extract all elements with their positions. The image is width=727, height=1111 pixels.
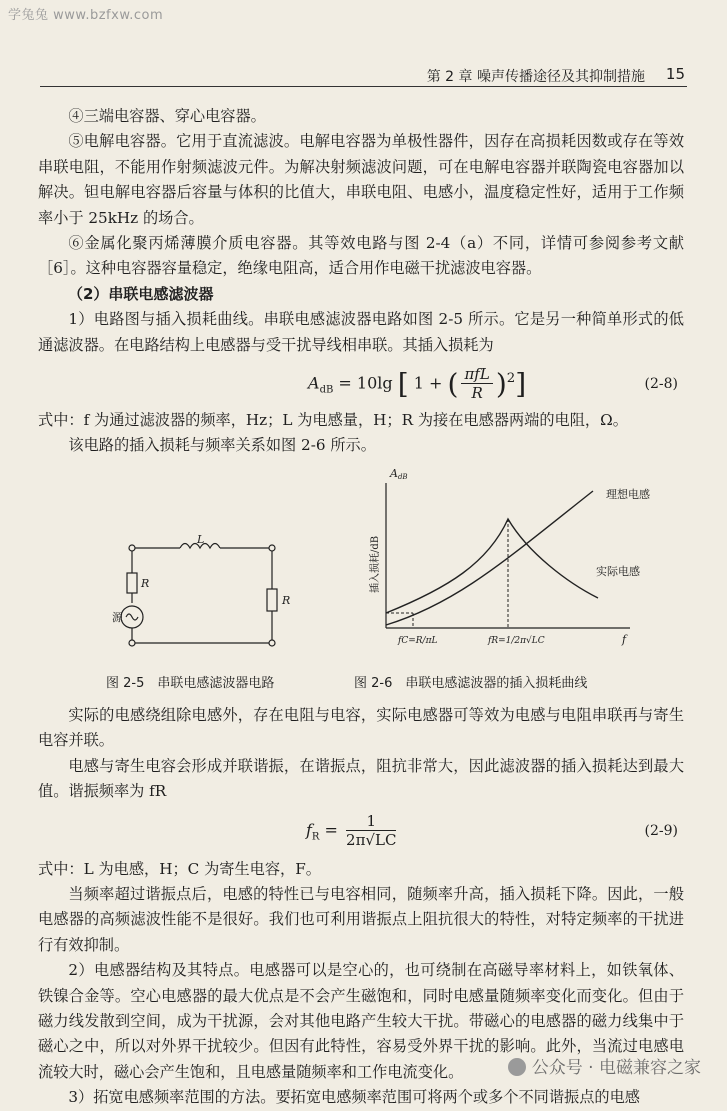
chapter-title: 第 2 章 噪声传播途径及其抑制措施 bbox=[426, 69, 645, 85]
paragraph: 2）电感器结构及其特点。电感器可以是空心的，也可绕制在高磁导率材料上，如铁氧体、铁镍合金等。空心电感器的最大优点是不会产生磁饱和，同时电感量随频率变化而变化。但由于磁力线发散到空间，成为干扰源，会对其他电路产生较大干扰。带磁心的电感器的磁力线集中于磁心之中，所以对外界干扰较少。但因有此特性，容易受外界干扰的影响。此外，当流过电感电流较大时，磁心会产生饱和，且电感量随频率和工作电流变化。 bbox=[38, 961, 684, 1081]
eq-lhs-sub: R bbox=[311, 831, 320, 843]
figure-2-6-chart bbox=[338, 463, 650, 646]
curve-real bbox=[386, 519, 598, 613]
eq-lhs: A bbox=[308, 373, 320, 393]
equation-number: (2-9) bbox=[644, 822, 678, 839]
resistor-label-load: R bbox=[282, 593, 291, 607]
paragraph: ⑤电解电容器。它用于直流滤波。电解电容器为单极性器件，因存在高损耗因数或存在等效串联电阻，不能用作射频滤波元件。为解决射频滤波问题，可在电解电容器并联陶瓷电容器加以解决。钽电解电容器后容量与体积的比值大，串联电阻、电感小，温度稳定性好，适用于工作频率小于 25kHz 的场合。 bbox=[38, 132, 684, 227]
watermark-bottom bbox=[508, 1053, 701, 1078]
section-heading: （2）串联电感滤波器 bbox=[68, 284, 214, 303]
eq-numerator: 1 bbox=[346, 813, 396, 831]
tick-fc: fC=R/πL bbox=[398, 635, 438, 646]
equation-number: (2-8) bbox=[644, 376, 678, 393]
figure-2-5-caption: 图 2-5 串联电感滤波器电路 bbox=[106, 675, 275, 691]
eq-lhs-sub: dB bbox=[319, 384, 334, 396]
paragraph: ④三端电容器、穿心电容器。 bbox=[68, 107, 266, 125]
y-axis-label: 插入损耗/dB bbox=[370, 535, 381, 593]
y-axis-symbol: AdB bbox=[390, 466, 408, 481]
x-axis-label: f bbox=[622, 632, 627, 646]
paragraph: ⑥金属化聚丙烯薄膜介质电容器。其等效电路与图 2-4（a）不同，详情可参阅参考文献［6］。这种电容器容量稳定，绝缘电阻高，适合用作电磁干扰滤波电容器。 bbox=[38, 234, 684, 278]
eq-denominator: 2π√LC bbox=[346, 830, 397, 849]
equation-2-8 bbox=[38, 360, 684, 406]
curve-ideal bbox=[386, 491, 593, 625]
equation-formula: $A_{dB} = 10\lg$ [ 1 + ( $\frac{\text{πfL}}{R}$ )$^2$] bbox=[308, 365, 527, 403]
paragraph: 式中：L 为电感，H；C 为寄生电容，F。 bbox=[38, 859, 321, 878]
eq-exponent: 2 bbox=[506, 371, 516, 387]
figure-2-5-circuit bbox=[112, 532, 302, 653]
legend-ideal: 理想电感 bbox=[606, 487, 650, 501]
legend-real: 实际电感 bbox=[596, 564, 640, 578]
resistor-label-source: R bbox=[141, 576, 150, 590]
tick-fr: fR=1/2π√LC bbox=[488, 635, 545, 646]
page-number: 15 bbox=[665, 65, 685, 83]
eq-numerator: πfL bbox=[464, 365, 490, 384]
eq-lhs: f bbox=[306, 820, 312, 839]
equation-2-9 bbox=[38, 807, 684, 855]
paragraph: 电感与寄生电容会形成并联谐振，在谐振点，阻抗非常大，因此滤波器的插入损耗达到最大值。谐振频率为 fR bbox=[38, 756, 684, 801]
page-body bbox=[38, 104, 684, 1111]
figures-row bbox=[38, 463, 684, 703]
eq-fraction bbox=[461, 366, 492, 402]
inductor-label: L bbox=[197, 532, 205, 546]
page-header bbox=[40, 64, 687, 87]
equation-formula: $f_R$ = $\frac{1}{2\pi√LC}$ bbox=[306, 811, 397, 849]
paragraph: 1）电路图与插入损耗曲线。串联电感滤波器电路如图 2-5 所示。它是另一种简单形式的低通滤波器。在电路结构上电感器与受干扰导线相串联。其插入损耗为 bbox=[38, 310, 684, 354]
paragraph: 3）拓宽电感频率范围的方法。要拓宽电感频率范围可将两个或多个不同谐振点的电感 bbox=[68, 1088, 640, 1107]
eq-denominator: R bbox=[471, 384, 483, 403]
watermark-bottom-text: 公众号 · 电磁兼容之家 bbox=[531, 1058, 701, 1078]
paragraph: 当频率超过谐振点后，电感的特性已与电容相同，随频率升高，插入损耗下降。因此，一般电感器的高频滤波性能不是很好。我们也可利用谐振点上阻抗很大的特性，对特定频率的干扰进行有效抑制。 bbox=[38, 884, 684, 954]
watermark-top: 学兔兔 www.bzfxw.com bbox=[8, 8, 164, 23]
figure-2-6-caption: 图 2-6 串联电感滤波器的插入损耗曲线 bbox=[354, 675, 588, 691]
source-label: 源 bbox=[112, 610, 123, 624]
paragraph: 该电路的插入损耗与频率关系如图 2-6 所示。 bbox=[68, 436, 376, 455]
wechat-icon bbox=[508, 1058, 526, 1076]
eq-fraction bbox=[346, 813, 396, 849]
paragraph: 实际的电感绕组除电感外，存在电阻与电容，实际电感器可等效为电感与电阻串联再与寄生电容并联。 bbox=[38, 705, 684, 750]
eq-mid: = 10lg bbox=[338, 373, 393, 393]
paragraph: 式中：f 为通过滤波器的频率，Hz；L 为电感量，H；R 为接在电感器两端的电阻，Ω。 bbox=[38, 411, 628, 430]
